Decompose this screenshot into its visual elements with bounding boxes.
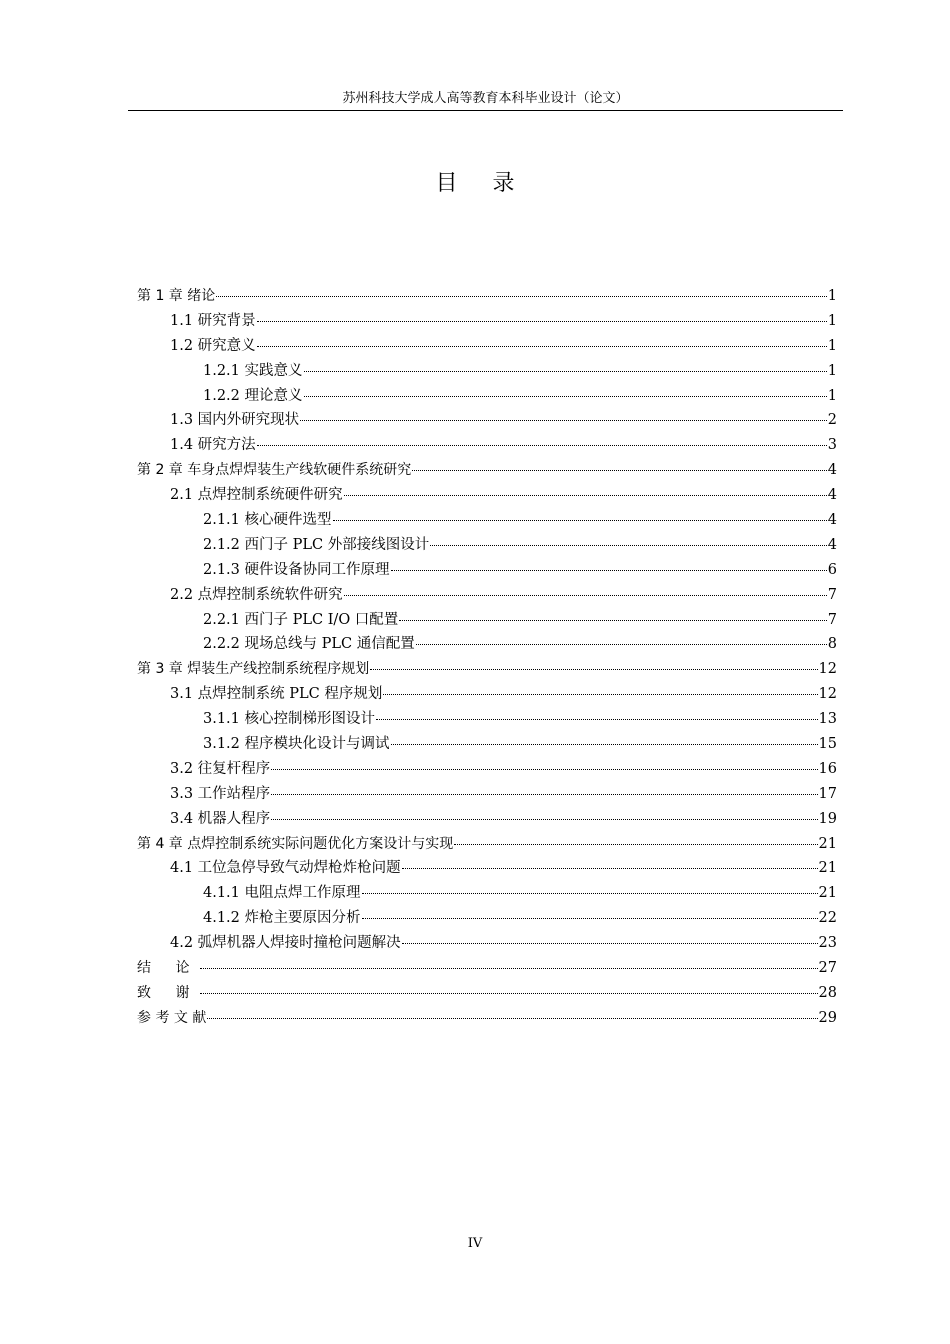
dot-leader [207,1018,817,1019]
toc-entry-label: 1.3 国内外研究现状 [170,412,300,429]
dot-leader [333,520,827,521]
dot-leader [376,719,818,720]
toc-entry[interactable] [137,359,837,384]
toc-entry-page: 1 [827,362,837,379]
dot-leader [304,396,827,397]
toc-entry[interactable] [137,906,837,931]
dot-leader [412,470,827,471]
toc-entry-label: 第 3 章 焊装生产线控制系统程序规划 [137,661,370,678]
dot-leader [257,445,827,446]
toc-entry-page: 21 [818,885,837,902]
toc-entry[interactable] [137,931,837,956]
toc-entry-page: 29 [818,1009,837,1026]
toc-entry-page: 19 [818,810,837,827]
toc-entry[interactable] [137,508,837,533]
toc-entry-page: 16 [818,760,837,777]
toc-entry[interactable] [137,657,837,682]
dot-leader [216,296,827,297]
dot-leader [362,893,818,894]
toc-entry-page: 4 [827,462,837,479]
toc-entry-page: 2 [827,412,837,429]
page-number: IV [467,1236,483,1251]
dot-leader [271,769,817,770]
dot-leader [454,844,817,845]
toc-entry-label: 3.2 往复杆程序 [170,760,271,777]
toc-entry-label: 2.1 点焊控制系统硬件研究 [170,487,343,504]
toc-entry-label: 结 论 [137,960,200,977]
dot-leader [300,420,827,421]
toc-entry[interactable] [137,384,837,409]
toc-entry[interactable] [137,782,837,807]
toc-entry[interactable] [137,608,837,633]
toc-entry-page: 12 [818,686,837,703]
toc-entry[interactable] [137,807,837,832]
toc-entry[interactable] [137,433,837,458]
toc-entry[interactable] [137,881,837,906]
dot-leader [391,744,818,745]
dot-leader [430,545,827,546]
toc-entry[interactable] [137,981,837,1006]
dot-leader [391,570,827,571]
dot-leader [402,868,818,869]
dot-leader [257,321,827,322]
toc-entry-label: 1.2.2 理论意义 [203,387,303,404]
toc-entry-page: 12 [818,661,837,678]
toc-entry-label: 2.2.2 现场总线与 PLC 通信配置 [203,636,415,653]
toc-entry-label: 3.1.2 程序模块化设计与调试 [203,736,390,753]
dot-leader [344,595,827,596]
toc-entry-label: 1.2 研究意义 [170,337,256,354]
toc-entry-label: 第 4 章 点焊控制系统实际问题优化方案设计与实现 [137,835,454,852]
toc-entry-label: 2.2.1 西门子 PLC I/O 口配置 [203,611,399,628]
toc-entry[interactable] [137,632,837,657]
toc-entry-label: 4.1.1 电阻点焊工作原理 [203,885,361,902]
toc-entry[interactable] [137,483,837,508]
dot-leader [344,495,827,496]
toc-entry-label: 3.4 机器人程序 [170,810,271,827]
toc-entry-label: 3.3 工作站程序 [170,785,271,802]
toc-entry-page: 1 [827,337,837,354]
toc-entry-label: 4.1.2 炸枪主要原因分析 [203,910,361,927]
toc-entry-page: 28 [818,984,837,1001]
toc-entry-page: 1 [827,387,837,404]
dot-leader [362,918,818,919]
toc-entry[interactable] [137,583,837,608]
table-of-contents [137,284,837,1031]
dot-leader [399,620,826,621]
toc-entry-page: 21 [818,835,837,852]
toc-entry[interactable] [137,309,837,334]
toc-entry[interactable] [137,832,837,857]
dot-leader [200,968,817,969]
toc-entry-page: 17 [818,785,837,802]
toc-entry-page: 1 [827,312,837,329]
dot-leader [271,794,817,795]
toc-entry-page: 13 [818,711,837,728]
toc-entry-label: 第 1 章 绪论 [137,288,216,304]
toc-entry-label: 3.1 点焊控制系统 PLC 程序规划 [170,686,383,703]
toc-entry-page: 21 [818,860,837,877]
toc-entry-page: 23 [818,935,837,952]
toc-entry[interactable] [137,956,837,981]
toc-entry-page: 3 [827,437,837,454]
dot-leader [257,346,827,347]
toc-entry-label: 3.1.1 核心控制梯形图设计 [203,711,376,728]
toc-entry-page: 4 [827,512,837,529]
dot-leader [370,669,817,670]
toc-entry-label: 第 2 章 车身点焊焊装生产线软硬件系统研究 [137,462,412,479]
toc-entry[interactable] [137,284,837,309]
toc-entry-page: 8 [827,636,837,653]
toc-entry[interactable] [137,458,837,483]
toc-entry[interactable] [137,1006,837,1031]
dot-leader [304,371,827,372]
toc-entry-label: 2.2 点焊控制系统软件研究 [170,586,343,603]
toc-entry-label: 1.4 研究方法 [170,437,256,454]
toc-entry-label: 1.2.1 实践意义 [203,362,303,379]
toc-entry-page: 1 [827,288,837,304]
dot-leader [416,644,827,645]
toc-entry-label: 1.1 研究背景 [170,312,256,329]
toc-entry[interactable] [137,558,837,583]
dot-leader [402,943,818,944]
dot-leader [271,819,817,820]
toc-entry-label: 2.1.3 硬件设备协同工作原理 [203,561,390,578]
toc-entry-page: 22 [818,910,837,927]
toc-entry[interactable] [137,732,837,757]
toc-entry[interactable] [137,856,837,881]
toc-entry-page: 4 [827,487,837,504]
toc-entry[interactable] [137,533,837,558]
toc-entry[interactable] [137,682,837,707]
toc-entry-label: 参 考 文 献 [137,1009,207,1026]
running-header: 苏州科技大学成人高等教育本科毕业设计（论文） [342,91,629,106]
toc-entry-label: 2.1.1 核心硬件选型 [203,512,332,529]
toc-entry-label: 4.1 工位急停导致气动焊枪炸枪问题 [170,860,401,877]
toc-entry-page: 15 [818,736,837,753]
toc-entry-page: 4 [827,536,837,553]
toc-entry[interactable] [137,408,837,433]
header-rule [128,110,843,111]
toc-entry-page: 6 [827,561,837,578]
dot-leader [383,694,817,695]
toc-entry-page: 7 [827,586,837,603]
toc-entry[interactable] [137,757,837,782]
dot-leader [200,993,817,994]
toc-entry-label: 致 谢 [137,984,200,1001]
toc-entry-page: 27 [818,960,837,977]
toc-entry-page: 7 [827,611,837,628]
toc-entry-label: 2.1.2 西门子 PLC 外部接线图设计 [203,536,430,553]
toc-entry[interactable] [137,707,837,732]
page-title: 目 录 [435,171,529,196]
toc-entry-label: 4.2 弧焊机器人焊接时撞枪问题解决 [170,935,401,952]
toc-entry[interactable] [137,334,837,359]
